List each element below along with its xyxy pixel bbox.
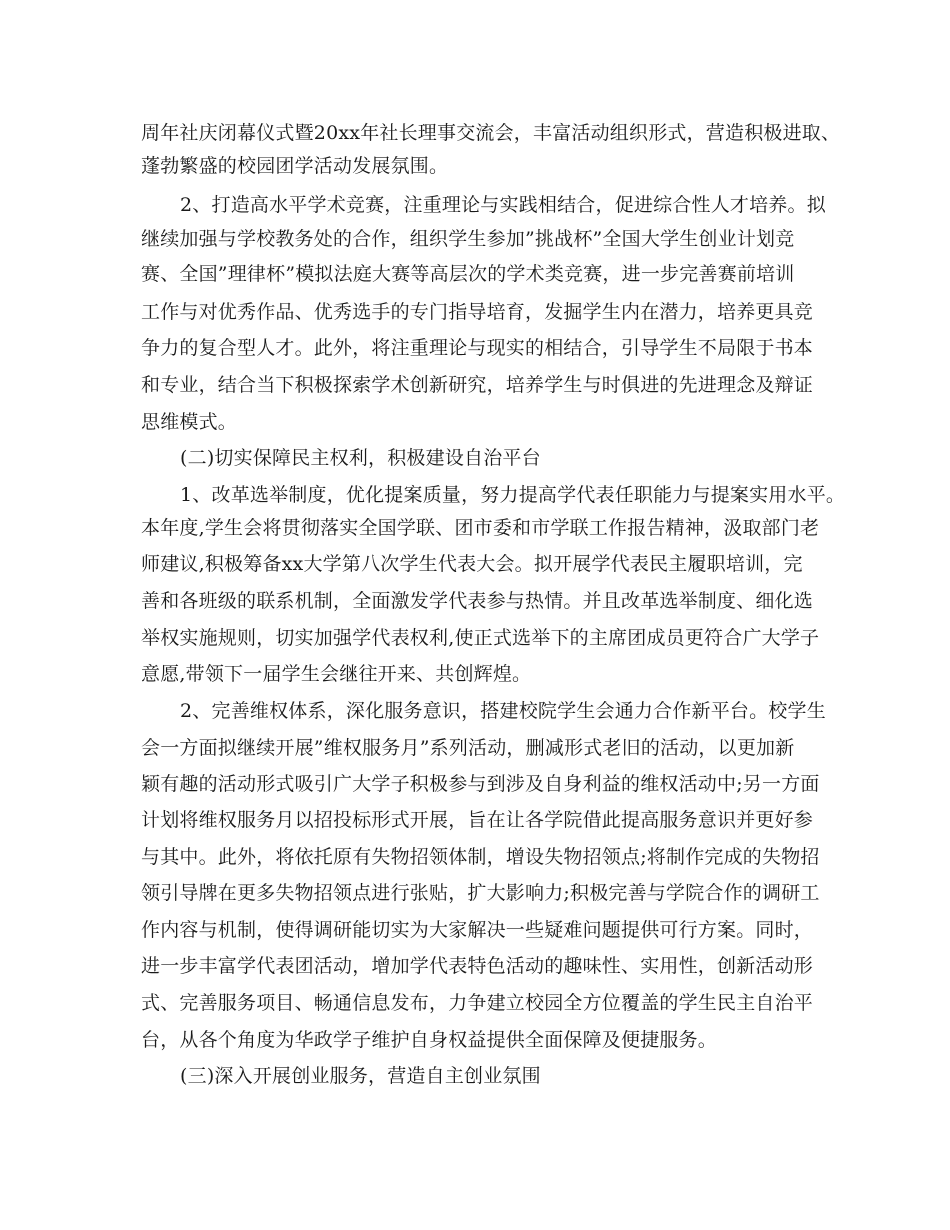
section-heading: (三)深入开展创业服务，营造自主创业氛围	[180, 1065, 541, 1087]
text-line: 举权实施规则，切实加强学代表权利,使正式选举下的主席团成员更符合广大学子	[141, 627, 820, 649]
text-line: 与其中。此外，将依托原有失物招领体制，增设失物招领点;将制作完成的失物招	[141, 846, 820, 868]
text-line: 作内容与机制，使得调研能切实为大家解决一些疑难问题提供可行方案。同时，	[141, 919, 814, 941]
text-line: 争力的复合型人才。此外，将注重理论与现实的相结合，引导学生不局限于书本	[141, 337, 814, 359]
text-line: 1、改革选举制度，优化提案质量，努力提高学代表任职能力与提案实用水平。	[180, 484, 846, 506]
text-line: 台，从各个角度为华政学子维护自身权益提供全面保障及便捷服务。	[141, 1029, 718, 1051]
text-line: 工作与对优秀作品、优秀选手的专门指导培育，发掘学生内在潜力，培养更具竞	[141, 301, 814, 323]
text-line: 本年度,学生会将贯彻落实全国学联、团市委和市学联工作报告精神，汲取部门老	[141, 517, 820, 539]
text-line: 赛、全国”理律杯”模拟法庭大赛等高层次的学术类竞赛，进一步完善赛前培训	[141, 263, 795, 285]
text-line: 善和各班级的联系机制，全面激发学代表参与热情。并且改革选举制度、细化选	[141, 590, 814, 612]
text-line: 2、完善维权体系，深化服务意识，搭建校院学生会通力合作新平台。校学生	[180, 700, 826, 722]
text-line: 式、完善服务项目、畅通信息发布，力争建立校园全方位覆盖的学生民主自治平	[141, 992, 814, 1014]
text-line: 进一步丰富学代表团活动，增加学代表特色活动的趣味性、实用性，创新活动形	[141, 955, 814, 977]
text-line: 会一方面拟继续开展”维权服务月”系列活动，删减形式老旧的活动，以更加新	[141, 737, 795, 759]
text-line: 继续加强与学校教务处的合作，组织学生参加”挑战杯”全国大学生创业计划竞	[141, 228, 795, 250]
text-line: 蓬勃繁盛的校园团学活动发展氛围。	[141, 155, 449, 177]
text-line: 2、打造高水平学术竞赛，注重理论与实践相结合，促进综合性人才培养。拟	[180, 194, 826, 216]
text-line: 思维模式。	[141, 411, 238, 433]
text-line: 领引导牌在更多失物招领点进行张贴，扩大影响力;积极完善与学院合作的调研工	[141, 882, 820, 904]
text-line: 颖有趣的活动形式吸引广大学子积极参与到涉及自身利益的维权活动中;另一方面	[141, 773, 820, 795]
text-line: 意愿,带领下一届学生会继往开来、共创辉煌。	[141, 663, 532, 685]
text-line: 和专业，结合当下积极探索学术创新研究，培养学生与时俱进的先进理念及辩证	[141, 374, 814, 396]
section-heading: (二)切实保障民主权利，积极建设自治平台	[180, 447, 541, 469]
text-line: 计划将维权服务月以招投标形式开展，旨在让各学院借此提高服务意识并更好参	[141, 809, 814, 831]
text-line: 周年社庆闭幕仪式暨20xx年社长理事交流会，丰富活动组织形式，营造积极进取、	[141, 122, 841, 144]
text-line: 师建议,积极筹备xx大学第八次学生代表大会。拟开展学代表民主履职培训，完	[141, 553, 803, 575]
